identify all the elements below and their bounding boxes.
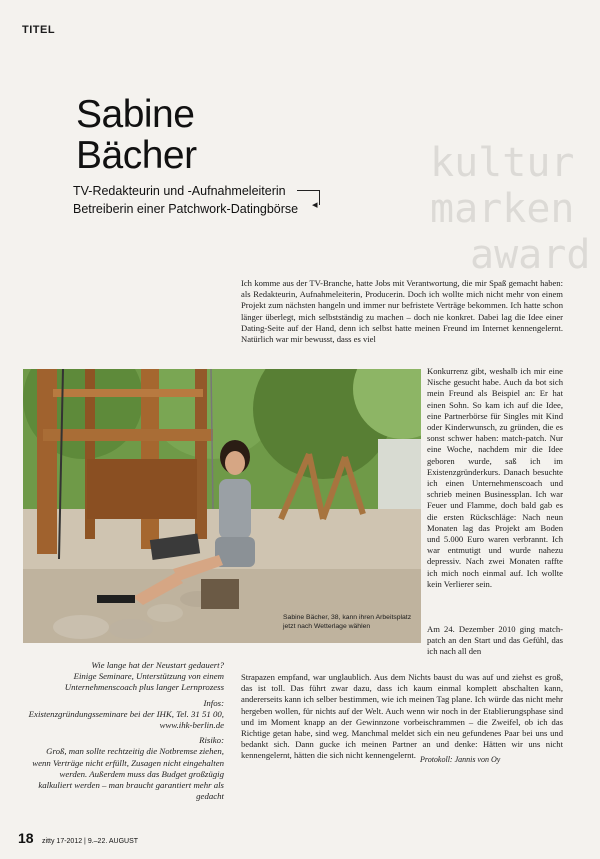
paragraph: Konkurrenz gibt, weshalb ich mir eine Nische gesucht habe. Auch da bot sich mein Freund als Beispiel an: Er hat einen Sohn. So kam ich auf die Idee, eine Partnerbörse für Singles mit Kind oder Kinderwunsch, zu gründen, die es sonst schwer haben: match-patch. Nur eine Woche, nachdem mir die Idee geboren wurde, saß ich im Existenzgründerkurs. Danach besuchte ich einen Unternehmenscoach und schrieb meinen Businessplan. Ich war Feuer und Flamme, doch bald gab es die ersten Rückschläge: Nach neun Monaten lag das Projekt am Boden und 5.000 Euro waren verbrannt. Ich war entmutigt und wurde nahezu depressiv. Nach zwei Monaten raffte ich mich noch einmal auf. Ich wollte kein Verlierer sein. bbox=[427, 366, 563, 589]
sidebar-question: Risiko: bbox=[199, 735, 224, 746]
body-text-column-end bbox=[427, 624, 563, 658]
sidebar-answer: Existenzgründungsseminare bei der IHK, Tel. 31 51 00, www.ihk-berlin.de bbox=[28, 708, 224, 731]
paragraph: Ich komme aus der TV-Branche, hatte Jobs mit Verantwortung, die mir Spaß gemacht haben: als Redakteurin, Aufnahmeleiterin, Producerin. Doch ich wollte mich nicht mehr von einem Projekt zum nächsten hangeln und immer nur befristete Verträge bekommen. Ich hatte schon länger überlegt, mich selbstständig zu machen – doch nie konkret. Dabei lag die Idee einer Dating-Seite auf der Hand, denn ich selbst hatte meinen Freund im Internet kennengelernt. Natürlich war mir bewusst, dass es viel bbox=[241, 278, 563, 345]
subtitle bbox=[73, 182, 298, 218]
section-rubric: TITEL bbox=[22, 24, 56, 36]
body-text-closing bbox=[241, 672, 563, 762]
subtitle-business: Betreiberin einer Patchwork-Datingbörse bbox=[73, 202, 299, 216]
sidebar-answer: Groß, man sollte rechtzeitig die Notbremse ziehen, wenn Verträge nicht erfüllt, Zusagen nicht eingehalten werden. Außerdem muss das Budget großzügig kalkuliert werden – man braucht garantiert mehr als gedacht bbox=[32, 746, 224, 802]
portrait-photo bbox=[23, 369, 421, 643]
sidebar-question: Infos: bbox=[203, 697, 224, 708]
paragraph: Strapazen empfand, war unglaublich. Aus dem Nichts baust du was auf und ziehst es groß, das ist toll. Das führt zwar dazu, dass ich kaum einmal komplett abschalten kann, andererseits kann ich selber bestimmen, wie ich meinen Tag plane. Ich würde das nicht mehr hergeben wollen, für nichts auf der Welt. Auch wenn wir noch in der Etablierungsphase sind und im Moment knapp an der Gewinnzone vorbeischrammen – die Zweifel, ob ich das Richtige getan habe, sind weg. Manchmal meldet sich ein neu gefundenes Paar bei uns und bedankt sich. Dann gucke ich meinen Partner an und denke: Hätten wir uns nicht kennengelernt, hätten die sich nicht kennengelernt. bbox=[241, 672, 563, 761]
title-last-name: Bächer bbox=[76, 134, 197, 177]
page-number: 18 bbox=[18, 830, 34, 846]
show-through-text: kultur marken award bbox=[430, 140, 591, 278]
paragraph: Am 24. Dezember 2010 ging match-patch an den Start und das Gefühl, das ich nach all den bbox=[427, 624, 563, 657]
sidebar-question: Wie lange hat der Neustart gedauert? bbox=[91, 660, 224, 670]
page-footer bbox=[18, 830, 138, 848]
page-title bbox=[76, 94, 197, 176]
arrow-left-icon: ◂ bbox=[312, 198, 318, 211]
author-credit: Protokoll: Jannis von Oy bbox=[420, 755, 501, 764]
info-sidebar bbox=[28, 660, 224, 806]
body-text-intro bbox=[241, 278, 563, 345]
subtitle-role: TV-Redakteurin und -Aufnahmeleiterin bbox=[73, 184, 286, 198]
photo-caption: Sabine Bächer, 38, kann ihren Arbeitsplatz jetzt nach Wetterlage wählen bbox=[283, 614, 412, 630]
sidebar-answer: Einige Seminare, Unterstützung von einem Unternehmenscoach plus langer Lernprozess bbox=[64, 671, 224, 693]
issue-label: zitty 17-2012 | 9.–22. AUGUST bbox=[42, 838, 139, 845]
body-text-column bbox=[427, 366, 563, 590]
title-first-name: Sabine bbox=[76, 93, 195, 136]
